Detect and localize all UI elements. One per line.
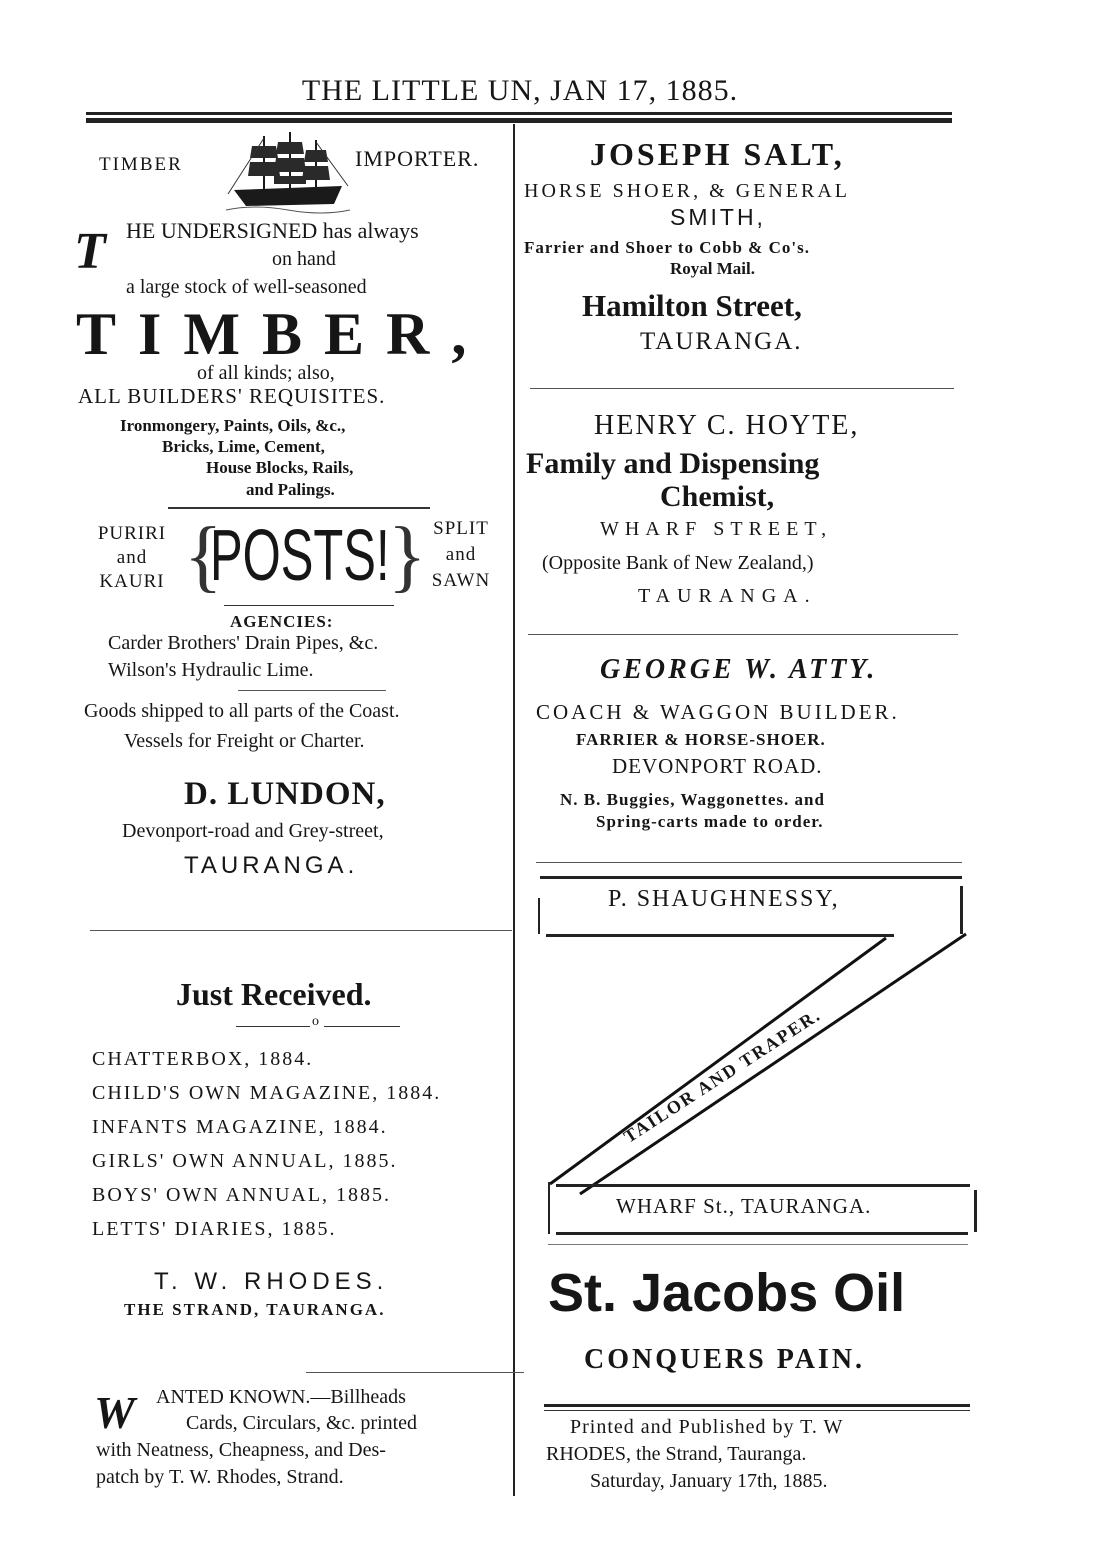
wanted-line3: with Neatness, Cheapness, and Des- (96, 1439, 386, 1461)
jr-ornament-left (236, 1026, 310, 1027)
shaughnessy-diagonal-text: TAILOR AND TRAPER. (620, 1004, 825, 1147)
agencies-divider (238, 690, 386, 691)
rhodes-address: THE STRAND, TAURANGA. (124, 1300, 386, 1319)
jr-item: GIRLS' OWN ANNUAL, 1885. (92, 1150, 398, 1172)
just-received-title: Just Received. (176, 976, 372, 1012)
jr-item: CHATTERBOX, 1884. (92, 1048, 314, 1070)
atty-trade: COACH & WAGGON BUILDER. (536, 700, 900, 724)
lundon-address: Devonport-road and Grey-street, (122, 820, 384, 842)
shipping-1: Goods shipped to all parts of the Coast. (84, 700, 400, 722)
wanted-line2: Cards, Circulars, &c. printed (186, 1412, 418, 1434)
jacobs-name: St. Jacobs Oil (548, 1263, 906, 1323)
jr-ornament-right (324, 1026, 400, 1027)
salt-street: Hamilton Street, (582, 288, 802, 323)
shaughnessy-address: WHARF St., TAURANGA. (616, 1194, 872, 1218)
timber-line1: HE UNDERSIGNED has always (126, 218, 419, 243)
timber-line6: Ironmongery, Paints, Oils, &c., (120, 416, 346, 435)
atty-nb-2: Spring-carts made to order. (596, 812, 824, 831)
lundon-town: TAURANGA. (184, 852, 359, 879)
hoyte-opposite: (Opposite Bank of New Zealand,) (542, 552, 814, 574)
agency-2: Wilson's Hydraulic Lime. (108, 659, 314, 681)
shaughnessy-bottom-rule (556, 1232, 968, 1235)
posts-big: POSTS! (210, 516, 390, 596)
timber-divider (168, 507, 430, 509)
shaughnessy-top-rule (540, 876, 962, 879)
jr-list (92, 1042, 441, 1246)
left-divider-2 (306, 1372, 524, 1373)
hoyte-street: WHARF STREET, (600, 518, 833, 540)
timber-line5: ALL BUILDERS' REQUISITES. (78, 384, 386, 408)
posts-right-3: SAWN (431, 570, 491, 591)
posts-underline (224, 605, 394, 606)
timber-line9: and Palings. (246, 480, 335, 499)
shipping-2: Vessels for Freight or Charter. (124, 730, 365, 752)
timber-line2: on hand (272, 248, 336, 270)
right-divider-1 (530, 388, 954, 389)
timber-big-word: TIMBER, (76, 301, 489, 367)
right-divider-3 (536, 862, 962, 863)
posts-left-3: KAURI (99, 571, 165, 592)
left-divider-1 (90, 930, 512, 931)
shaughnessy-right-bar (960, 886, 963, 934)
ship-icon (224, 130, 352, 216)
column-divider (513, 124, 515, 1496)
jr-item: BOYS' OWN ANNUAL, 1885. (92, 1184, 392, 1206)
jr-item: INFANTS MAGAZINE, 1884. (92, 1116, 388, 1138)
agencies-title: AGENCIES: (230, 612, 334, 631)
jr-ornament: o (312, 1014, 319, 1029)
posts-left (80, 522, 184, 594)
masthead-rule-bottom (86, 118, 952, 123)
shaughnessy-address-left-bar (548, 1182, 550, 1234)
hoyte-name: HENRY C. HOYTE, (594, 410, 860, 441)
atty-nb-1: N. B. Buggies, Waggonettes. and (560, 790, 825, 809)
posts-brace-right: } (388, 512, 427, 600)
lundon-name: D. LUNDON, (184, 776, 386, 812)
imprint-rule-bottom (544, 1410, 970, 1411)
jr-item: LETTS' DIARIES, 1885. (92, 1218, 337, 1240)
salt-name: JOSEPH SALT, (590, 136, 845, 172)
masthead-title: THE LITTLE UN, JAN 17, 1885. (301, 74, 739, 107)
hoyte-town: TAURANGA. (638, 585, 817, 607)
timber-initial: T (74, 223, 106, 280)
imprint-rule-top (544, 1404, 970, 1407)
timber-line4: of all kinds; also, (197, 362, 335, 384)
timber-heading-right: IMPORTER. (355, 146, 480, 171)
posts-left-2: and (116, 547, 148, 568)
atty-farrier: FARRIER & HORSE-SHOER. (576, 730, 826, 749)
shaughnessy-name: P. SHAUGHNESSY, (608, 886, 840, 912)
right-divider-2 (528, 634, 958, 635)
salt-trade-2: SMITH, (670, 204, 766, 230)
agency-1: Carder Brothers' Drain Pipes, &c. (108, 632, 379, 654)
hoyte-title-1: Family and Dispensing (526, 447, 820, 480)
shaughnessy-left-bar (538, 898, 540, 934)
imprint-line-2: RHODES, the Strand, Tauranga. (546, 1443, 807, 1465)
imprint-line-1: Printed and Published by T. W (570, 1416, 844, 1438)
atty-road: DEVONPORT ROAD. (612, 754, 823, 778)
timber-heading-left: TIMBER (99, 154, 183, 175)
posts-right (414, 516, 508, 594)
posts-brace-left: { (184, 512, 223, 600)
salt-town: TAURANGA. (640, 328, 803, 355)
rhodes-name: T. W. RHODES. (154, 1268, 389, 1295)
shaughnessy-address-rule-top (556, 1184, 970, 1187)
posts-right-2: and (445, 544, 477, 565)
salt-farrier: Farrier and Shoer to Cobb & Co's. (524, 238, 810, 257)
wanted-line4: patch by T. W. Rhodes, Strand. (96, 1466, 344, 1488)
timber-line3: a large stock of well-seasoned (126, 276, 367, 298)
salt-trade: HORSE SHOER, & GENERAL (524, 180, 851, 202)
masthead-rule-top (86, 112, 952, 115)
atty-name: GEORGE W. ATTY. (600, 654, 878, 685)
salt-mail: Royal Mail. (670, 259, 755, 278)
wanted-line1: ANTED KNOWN.—Billheads (156, 1386, 406, 1408)
jacobs-slogan: CONQUERS PAIN. (584, 1344, 866, 1375)
jr-item: CHILD'S OWN MAGAZINE, 1884. (92, 1082, 442, 1104)
timber-line8: House Blocks, Rails, (206, 458, 354, 477)
shaughnessy-address-right-bar (974, 1190, 977, 1232)
imprint-line-3: Saturday, January 17th, 1885. (590, 1470, 828, 1492)
shaughnessy-bottom-rule-2 (548, 1244, 968, 1245)
hoyte-title-2: Chemist, (660, 480, 775, 513)
posts-right-1: SPLIT (433, 518, 489, 539)
wanted-initial: W (94, 1387, 135, 1438)
timber-line7: Bricks, Lime, Cement, (162, 437, 325, 456)
posts-left-1: PURIRI (97, 523, 167, 544)
